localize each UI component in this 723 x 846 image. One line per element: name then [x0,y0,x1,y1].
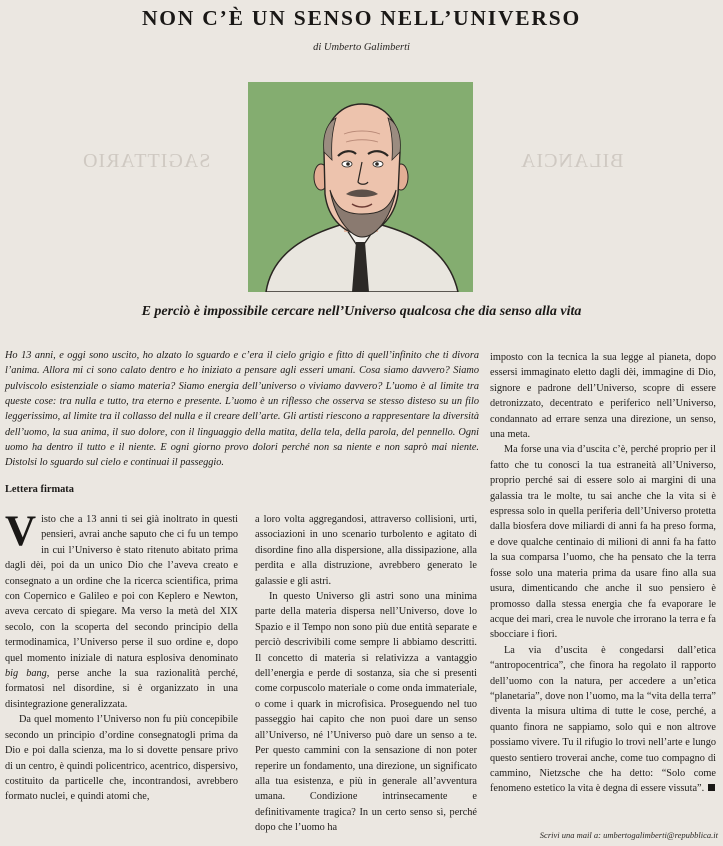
article-title: NON C’È UN SENSO NELL’UNIVERSO [141,6,582,30]
show-through-right: BILANCIA [520,150,624,172]
reply-column-2 [255,512,477,836]
reply-text: , perse anche la sua razionalità perché, formatosi nel disordine, si è organizzato in una disintegrazione generalizzata. [5,668,238,710]
reply-paragraph: Ma forse una via d’uscita c’è, perché proprio per il fatto che tu conosci la tua estraneità all’Universo, proprio perché sai di essere solo ai margini di una galassia tra le molte, tu sai anche che la vita si è espressa solo in quella periferia dell’Universo protetta dalla biosfera dove miliardi di anni fa ha preso forma, e dove qualche centinaio di milioni di anni fa ha fatto la sua comparsa l’uomo, che ha pensato che la terra fosse solo una materia prima da usare fino alla sua usura, dimenticando che anche il suo pensiero è promosso dalla stessa energia che fa evaporare le acque dei mari, crea le nuvole che irrorano la terra e fa sbocciare i fiori. [490,444,716,641]
reply-column-3 [490,350,716,797]
author-portrait [248,82,473,292]
byline: di Umberto Galimberti [313,42,410,53]
reply-paragraph: Da quel momento l’Universo non fu più concepibile secondo un principio d’ordine consegnatogli prima da Dio e poi dalla scienza, ma lo si dovette pensare privo di un centro, è quindi policentrico, acentrico, dispersivo, costituito da particelle che, incontrandosi, avrebbero formato nuclei, e quindi atomi che, [5,714,238,803]
article-subtitle: E perciò è impossibile cercare nell’Universo qualcosa che dia senso alla vita [141,304,582,319]
reply-paragraph [490,643,716,797]
reply-text: isto che a 13 anni ti sei già inoltrato in questi pensieri, avrai anche saputo che ci fu un tempo in cui l’Universo è stato ritenuto abitato prima dagli dèi, poi da un unico Dio che l’aveva creato e consegnato a un ordine che la ricerca scientifica, prima con Copernico e Galileo e poi con Keplero e Newton, aveva cercato di spiegare. Ma verso la metà del XIX secolo, con la scoperta del secondo principio della termodinamica, l’Universo perse il suo ordine e, dopo quel momento iniziale di natura esplosiva denominato [5,514,238,664]
reply-paragraph: a loro volta aggregandosi, attraverso collisioni, urti, associazioni in uno scenario turbolento e agitato di disordine fino alla dispersione, alla dissipazione, alla perdita e alla distruzione, avrebbero generato le galassie e gli astri. [255,514,477,587]
end-mark [708,784,715,791]
reply-paragraph: imposto con la tecnica la sua legge al pianeta, dopo essersi immaginato eletto dagli dèi, immagine di Dio, signore e padrone dell’Universo, scopre di essere detronizzato, decentrato e periferico nell’Universo, condannato ad errare senza una direzione, un senso, una meta. [490,352,716,441]
show-through-left: SAGITTARIO [82,150,211,172]
reply-paragraph [5,508,238,712]
drop-cap: V [5,508,37,555]
letter-signature: Lettera firmata [5,484,74,495]
reply-paragraph: In questo Universo gli astri sono una minima parte della materia dispersa nell’Universo, dove lo Spazio e il Tempo non sono più due entità separate e perciò descrivibili come sempre li abbiamo descritti. Il concetto di materia si relativizza a vantaggio dell’energia e perde di sostanza, sia che si presenti come corpuscolo materiale o come onda immateriale, o come i quark in microfisica. Proseguendo nel tuo passeggio hai capito che non puoi dare un senso all’Universo, né l’Universo può dare un senso a te. Per questo cammini con la sensazione di non poter reperire un fondamento, una direzione, un significato alla tua esistenza, e più in generale all’avventura umana. Condizione intrinsecamente e definitivamente tragica? In un certo senso sì, perché dopo che l’uomo ha [255,591,477,834]
contact-email-line[interactable]: Scrivi una mail a: umbertogalimberti@repubblica.it [539,830,718,840]
reply-column-1 [5,508,238,805]
reply-text: La via d’uscita è congedarsi dall’etica “antropocentrica”, che finora ha regolato il rapporto dell’uomo con la natura, per accedere a un’etica “planetaria”, dove non l’uomo, ma la “vita della terra” diventa la misura ultima di tutte le cose, perché, a quanto finora ne sappiamo, solo qui e non altrove possiamo vivere. Tu il rifugio lo trovi nell’arte e lungo questo sentiero troverai anche, come tuo compagno di cammino, Nietzsche che ha detto: “Solo come fenomeno estetico la vita è degna di essere vissuta”. [490,644,716,795]
reader-letter: Ho 13 anni, e oggi sono uscito, ho alzato lo sguardo e c’era il cielo grigio e fitto di quell’infinito che ti divora l’anima. Allora mi ci sono calato dentro e ho iniziato a pensare agli esseri umani. Cosa siamo davvero? Siamo pulviscolo esistenziale o siamo materia? Siamo energia dell’universo o viviamo davvero? L’uomo è al limite tra queste cose: tra nulla e tutto, tra eterno e presente. L’uomo è un riflesso che osserva se stesso disteso su un filo leggerissimo, al limite tra il collasso del nulla e il creare dell’arte. Gli artisti riescono a rappresentare la diversità dell’uomo, la sua anima, il suo dolore, con il linguaggio della matita, della tela, della parola, del pennello. Ogni uomo ha dentro il tutto e il niente. E ogni giorno provo dolori perché non sa niente e non saprò mai niente. Distolsi lo sguardo sul cielo e continuai il passeggio. [5,350,479,469]
portrait-illustration [248,82,473,292]
big-bang-term: big bang [5,668,47,680]
